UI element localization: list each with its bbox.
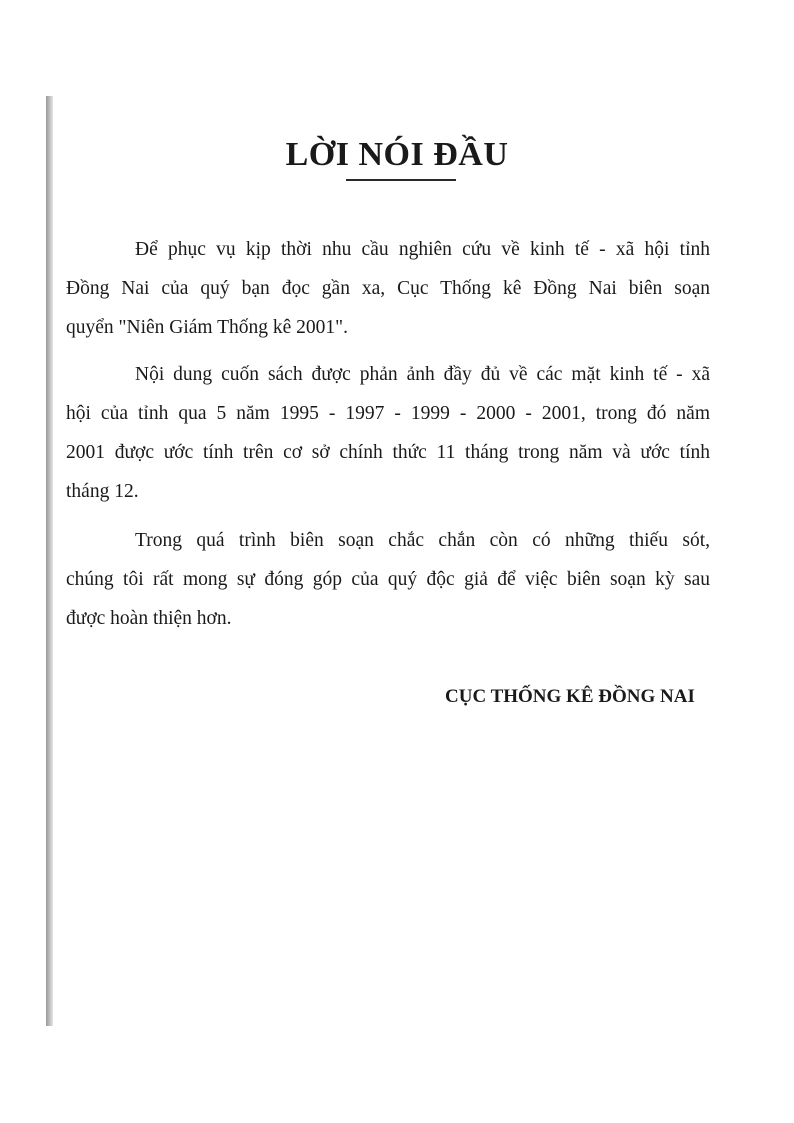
scan-page-edge — [46, 96, 53, 1026]
paragraph-3 — [66, 521, 710, 638]
paragraph-2-line-3: 2001 được ước tính trên cơ sở chính thức 11 tháng trong năm và ước tính — [66, 442, 710, 463]
paragraph-3-line-2: chúng tôi rất mong sự đóng góp của quý độc giả để việc biên soạn kỳ sau — [66, 569, 710, 590]
paragraph-2-line-2: hội của tỉnh qua 5 năm 1995 - 1997 - 1999 - 2000 - 2001, trong đó năm — [66, 403, 710, 424]
paragraph-1-line-3: quyển "Niên Giám Thống kê 2001". — [66, 317, 349, 338]
signature: CỤC THỐNG KÊ ĐỒNG NAI — [445, 686, 695, 707]
paragraph-3-line-1: Trong quá trình biên soạn chắc chắn còn có những thiếu sót, — [135, 530, 710, 551]
paragraph-2-line-4: tháng 12. — [66, 481, 139, 502]
paragraph-2-line-1: Nội dung cuốn sách được phản ảnh đầy đủ về các mặt kinh tế - xã — [135, 364, 710, 385]
paragraph-3-line-3: được hoàn thiện hơn. — [66, 608, 232, 629]
paragraph-1-line-2: Đồng Nai của quý bạn đọc gần xa, Cục Thống kê Đồng Nai biên soạn — [66, 278, 710, 299]
page-title: LỜI NÓI ĐẦU — [285, 136, 509, 173]
paragraph-1-line-1: Để phục vụ kịp thời nhu cầu nghiên cứu về kinh tế - xã hội tỉnh — [135, 239, 710, 260]
title-underline — [346, 179, 456, 181]
paragraph-2 — [66, 355, 710, 511]
paragraph-1 — [66, 230, 710, 347]
